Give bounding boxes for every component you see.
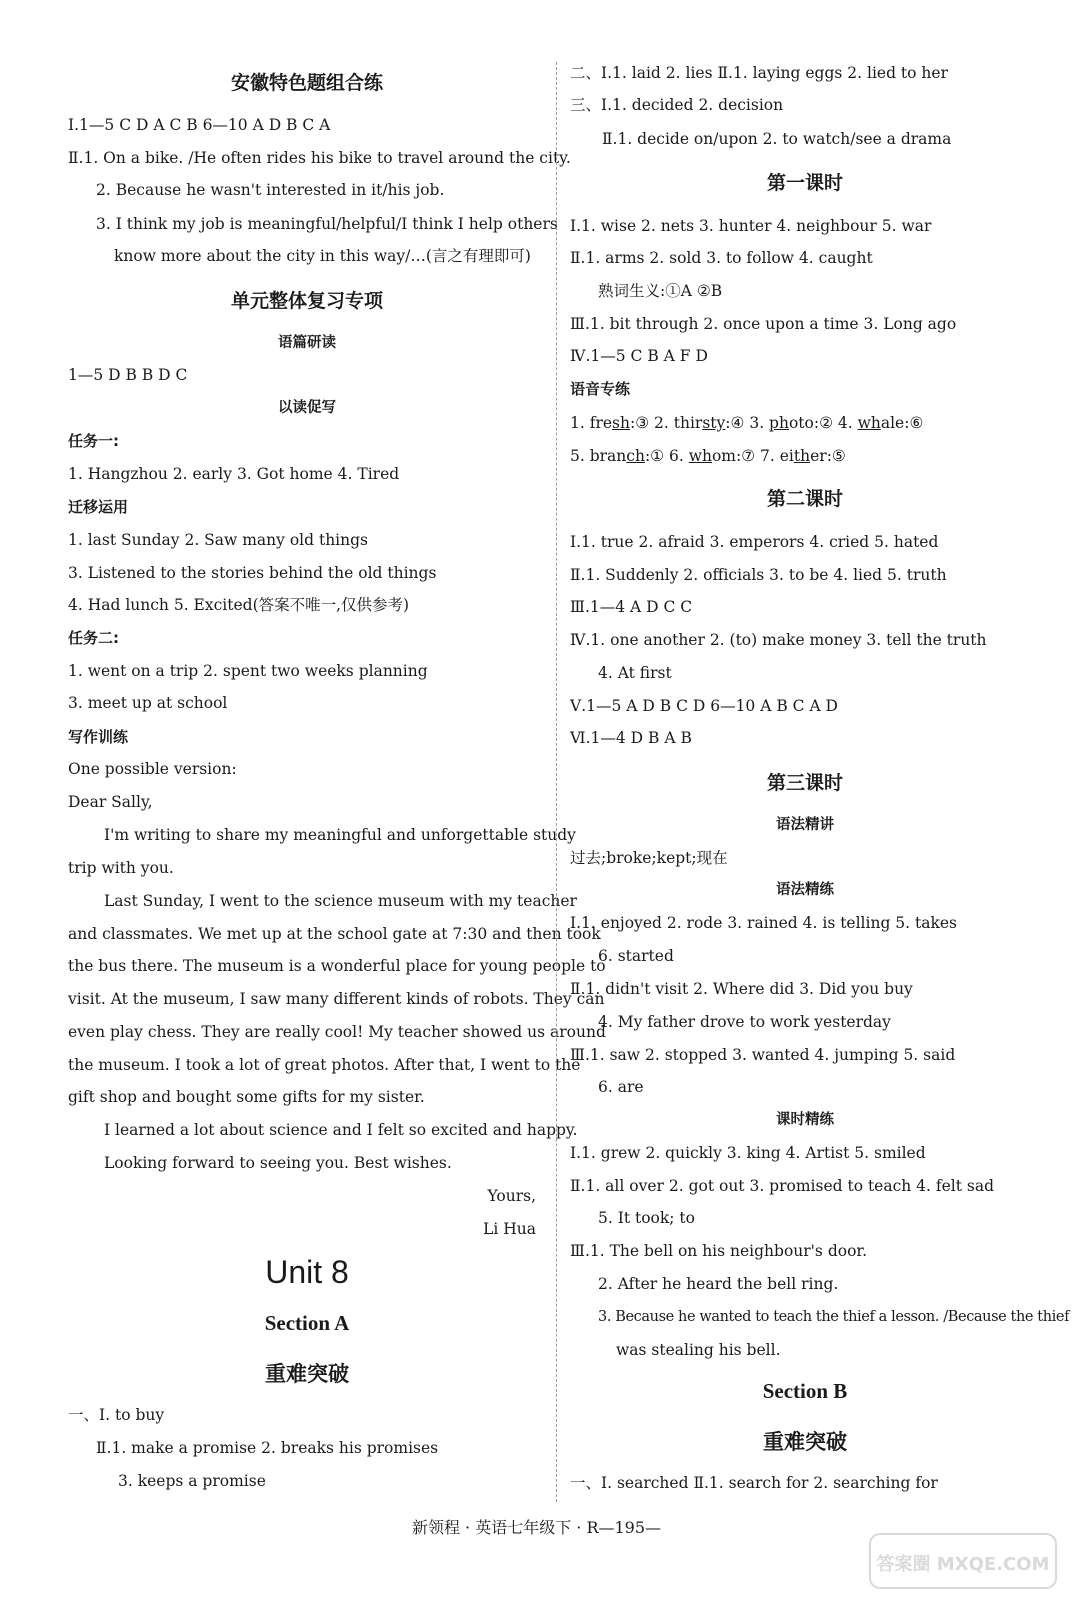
lesson-two-heading: 第二课时 <box>766 488 843 510</box>
answer-line: 2. Because he wasn't interested in it/his job. <box>96 181 445 199</box>
subheading-read-to-write: 以读促写 <box>278 400 336 416</box>
essay-line: Looking forward to seeing you. Best wishes. <box>104 1154 452 1172</box>
answer-line: Ⅲ.1—4 A D C C <box>570 598 693 616</box>
answer-line: Ⅲ.1. saw 2. stopped 3. wanted 4. jumping 5. said <box>570 1046 956 1064</box>
answer-line: 过去;broke;kept;现在 <box>570 849 728 867</box>
answer-line: was stealing his bell. <box>616 1341 781 1359</box>
key-points-heading: 重难突破 <box>265 1362 349 1386</box>
watermark-logo <box>868 1530 1058 1592</box>
answer-line: 3. Listened to the stories behind the old things <box>68 564 437 582</box>
section-b-title: Section B <box>762 1379 848 1403</box>
grammar-practice-label: 语法精练 <box>776 882 834 898</box>
heading-unit-review: 单元整体复习专项 <box>230 290 383 312</box>
answer-line: 一、Ⅰ. to buy <box>68 1406 165 1424</box>
writing-label: 写作训练 <box>68 728 129 746</box>
essay-greeting: Dear Sally, <box>68 793 153 811</box>
answer-line: 1. Hangzhou 2. early 3. Got home 4. Tired <box>68 465 400 483</box>
essay-line: I learned a lot about science and I felt so excited and happy. <box>104 1121 578 1139</box>
answer-line: Ⅰ.1. wise 2. nets 3. hunter 4. neighbour 5. war <box>570 217 932 235</box>
answer-line: know more about the city in this way/…(言之有理即可) <box>114 247 531 265</box>
essay-signature: Li Hua <box>483 1220 536 1238</box>
answer-line: 1. last Sunday 2. Saw many old things <box>68 531 368 549</box>
key-points-heading-b: 重难突破 <box>763 1430 847 1454</box>
grammar-explain-label: 语法精讲 <box>776 817 834 833</box>
task-two-label: 任务二: <box>68 629 119 647</box>
essay-line: I'm writing to share my meaningful and unforgettable study <box>104 826 576 844</box>
phonics-label: 语音专练 <box>570 380 631 398</box>
answer-line: Ⅲ.1. bit through 2. once upon a time 3. Long ago <box>570 315 957 333</box>
answer-line: Ⅳ.1—5 C B A F D <box>570 347 708 365</box>
transfer-label: 迁移运用 <box>68 498 129 516</box>
svg-text:答案圈 MXQE.COM: 答案圈 MXQE.COM <box>876 1554 1050 1575</box>
answer-line: Ⅴ.1—5 A D B C D 6—10 A B C A D <box>570 697 838 715</box>
answer-line: 三、Ⅰ.1. decided 2. decision <box>570 96 784 114</box>
answer-line: 6. are <box>598 1078 644 1096</box>
section-a-title: Section A <box>264 1311 350 1335</box>
essay-intro: One possible version: <box>68 760 237 778</box>
lesson-one-heading: 第一课时 <box>766 172 843 194</box>
answer-line: Ⅱ.1. On a bike. /He often rides his bike to travel around the city. <box>68 149 571 167</box>
answer-line: Ⅰ.1. true 2. afraid 3. emperors 4. cried 5. hated <box>570 533 939 551</box>
answer-line: 3. meet up at school <box>68 694 228 712</box>
answer-line: 4. Had lunch 5. Excited(答案不唯一,仅供参考) <box>68 596 410 614</box>
answer-line: Ⅱ.1. didn't visit 2. Where did 3. Did you buy <box>570 980 913 998</box>
page-footer: 新领程 · 英语七年级下 · R—195— <box>411 1518 662 1537</box>
answer-line: 6. started <box>598 947 674 965</box>
answer-line: 2. After he heard the bell ring. <box>598 1275 839 1293</box>
essay-line: gift shop and bought some gifts for my sister. <box>68 1088 425 1106</box>
answer-line: Ⅳ.1. one another 2. (to) make money 3. tell the truth <box>570 631 987 649</box>
essay-line: even play chess. They are really cool! My teacher showed us around <box>68 1023 606 1041</box>
essay-line: Last Sunday, I went to the science museum with my teacher <box>104 892 577 910</box>
unit-title: Unit 8 <box>265 1254 349 1290</box>
answer-line: Ⅱ.1. make a promise 2. breaks his promises <box>96 1439 439 1457</box>
answer-line: Ⅱ.1. arms 2. sold 3. to follow 4. caught <box>570 249 873 267</box>
lesson-practice-label: 课时精练 <box>776 1112 834 1128</box>
answer-line: Ⅱ.1. all over 2. got out 3. promised to teach 4. felt sad <box>570 1177 995 1195</box>
essay-line: and classmates. We met up at the school gate at 7:30 and then took <box>68 925 601 943</box>
phonics-line: 5. branch:① 6. whom:⑦ 7. either:⑤ <box>570 447 846 465</box>
essay-line: the bus there. The museum is a wonderful place for young people to <box>68 957 606 975</box>
essay-line: visit. At the museum, I saw many different kinds of robots. They can <box>68 990 605 1008</box>
subheading-reading: 语篇研读 <box>278 335 336 351</box>
answer-line: 4. My father drove to work yesterday <box>598 1013 891 1031</box>
answer-line: Ⅰ.1—5 C D A C B 6—10 A D B C A <box>68 116 331 134</box>
answer-line: Ⅰ.1. grew 2. quickly 3. king 4. Artist 5. smiled <box>570 1144 926 1162</box>
answer-line: 3. keeps a promise <box>118 1472 266 1490</box>
answer-line: Ⅱ.1. decide on/upon 2. to watch/see a drama <box>602 130 952 148</box>
answer-line: 熟词生义:①A ②B <box>598 282 723 300</box>
essay-line: the museum. I took a lot of great photos. After that, I went to the <box>68 1056 581 1074</box>
answer-line: 1—5 D B B D C <box>68 366 188 384</box>
phonics-line: 1. fresh:③ 2. thirsty:④ 3. photo:② 4. whale:⑥ <box>570 414 924 432</box>
answer-line: 二、Ⅰ.1. laid 2. lies Ⅱ.1. laying eggs 2. lied to her <box>570 64 948 82</box>
answer-line: Ⅰ.1. enjoyed 2. rode 3. rained 4. is telling 5. takes <box>570 914 958 932</box>
answer-line: 5. It took; to <box>598 1209 695 1227</box>
answer-line: 3. Because he wanted to teach the thief a lesson. /Because the thief <box>598 1309 1070 1325</box>
answer-line: 3. I think my job is meaningful/helpful/I think I help others <box>96 215 558 233</box>
answer-line: Ⅱ.1. Suddenly 2. officials 3. to be 4. lied 5. truth <box>570 566 947 584</box>
lesson-three-heading: 第三课时 <box>766 772 843 794</box>
answer-line: 1. went on a trip 2. spent two weeks planning <box>68 662 428 680</box>
task-one-label: 任务一: <box>68 432 119 450</box>
answer-line: Ⅵ.1—4 D B A B <box>570 729 692 747</box>
answer-line: 4. At first <box>598 664 672 682</box>
answer-line: Ⅲ.1. The bell on his neighbour's door. <box>570 1242 868 1260</box>
answer-line: 一、Ⅰ. searched Ⅱ.1. search for 2. searching for <box>570 1474 938 1492</box>
heading-anhui-practice: 安徽特色题组合练 <box>230 72 383 94</box>
essay-closing: Yours, <box>487 1187 536 1205</box>
essay-line: trip with you. <box>68 859 174 877</box>
column-divider <box>556 62 557 1502</box>
